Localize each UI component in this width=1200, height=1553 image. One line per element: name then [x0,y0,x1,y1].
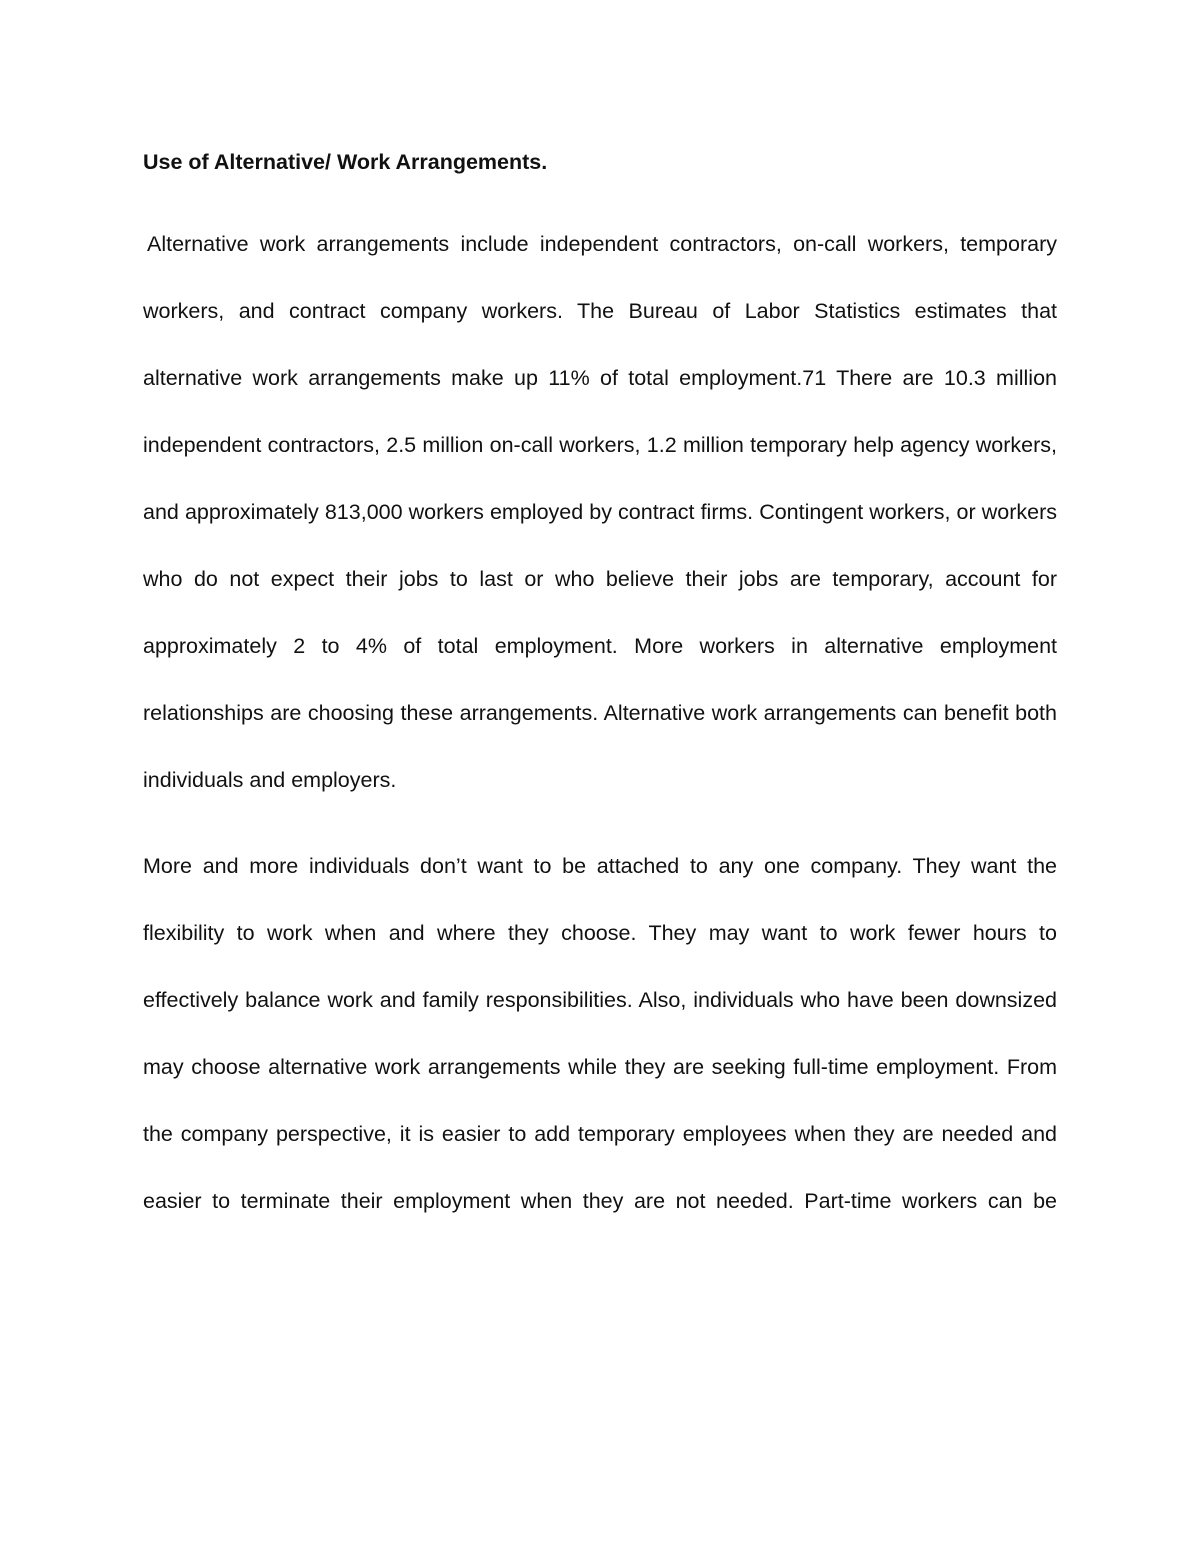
document-title: Use of Alternative/ Work Arrangements. [143,150,548,174]
document-body [143,140,1057,1235]
paragraph-individual-and-company-perspective: More and more individuals don’t want to be attached to any one company. They want the flexibility to work when and where they choose. They may want to work fewer hours to effectively balance work and family responsibilities. Also, individuals who have been downsized may choose alternative work arrangements while they are seeking full-time employment. From the company perspective, it is easier to add temporary employees when they are needed and easier to terminate their employment when they are not needed. Part-time workers can be [143,854,1057,1213]
paragraph-alternative-work-arrangements: Alternative work arrangements include independent contractors, on-call workers, temporary workers, and contract company workers. The Bureau of Labor Statistics estimates that alternative work arrangements make up 11% of total employment.71 There are 10.3 million independent contractors, 2.5 million on-call workers, 1.2 million temporary help agency workers, and approximately 813,000 workers employed by contract firms. Contingent workers, or workers who do not expect their jobs to last or who believe their jobs are temporary, account for approximately 2 to 4% of total employment. More workers in alternative employment relationships are choosing these arrangements. Alternative work arrangements can benefit both individuals and employers. [143,232,1057,792]
